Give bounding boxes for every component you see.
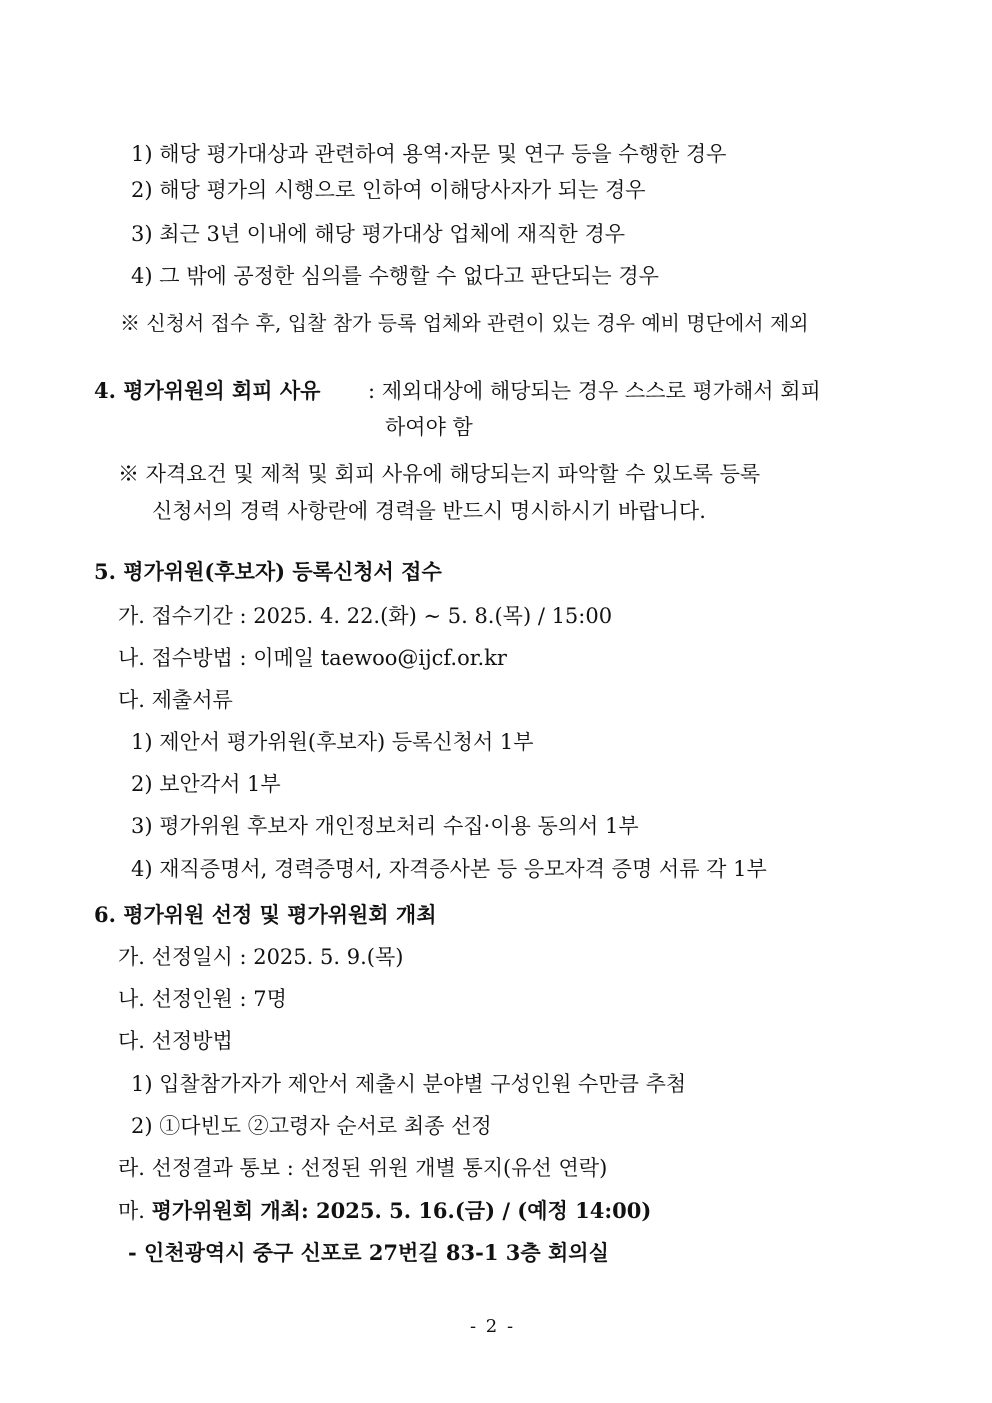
submission-doc-1: 1) 제안서 평가위원(후보자) 등록신청서 1부: [131, 730, 534, 754]
selection-method-heading: 다. 선정방법: [118, 1029, 233, 1053]
exclusion-note: ※ 신청서 접수 후, 입찰 참가 등록 업체와 관련이 있는 경우 예비 명단에서 제외: [120, 311, 809, 335]
exclusion-item-1: 1) 해당 평가대상과 관련하여 용역·자문 및 연구 등을 수행한 경우: [131, 142, 727, 166]
section-5-heading: 5. 평가위원(후보자) 등록신청서 접수: [94, 559, 442, 584]
section-4-note-line2: 신청서의 경력 사항란에 경력을 반드시 명시하시기 바랍니다.: [152, 499, 706, 523]
selection-method-1: 1) 입찰참가자가 제안서 제출시 분야별 구성인원 수만큼 추첨: [131, 1072, 687, 1096]
page-number: - 2 -: [470, 1316, 516, 1337]
selection-result-notice: 라. 선정결과 통보 : 선정된 위원 개별 통지(유선 연락): [118, 1156, 608, 1180]
section-4-desc-line2: 하여야 함: [385, 415, 473, 439]
section-6-heading: 6. 평가위원 선정 및 평가위원회 개최: [94, 902, 437, 927]
submission-doc-2: 2) 보안각서 1부: [131, 772, 281, 796]
reception-period: 가. 접수기간 : 2025. 4. 22.(화) ∼ 5. 8.(목) / 15:00: [118, 604, 613, 628]
submission-doc-4: 4) 재직증명서, 경력증명서, 자격증사본 등 응모자격 증명 서류 각 1부: [131, 857, 767, 881]
section-4-heading: 4. 평가위원의 회피 사유: [94, 378, 321, 403]
section-4-desc-line1: : 제외대상에 해당되는 경우 스스로 평가해서 회피: [368, 379, 821, 403]
committee-meeting: [118, 1197, 651, 1225]
exclusion-item-4: 4) 그 밖에 공정한 심의를 수행할 수 없다고 판단되는 경우: [131, 264, 659, 288]
committee-meeting-text: 평가위원회 개최: 2025. 5. 16.(금) / (예정 14:00): [151, 1198, 652, 1223]
exclusion-item-2: 2) 해당 평가의 시행으로 인하여 이해당사자가 되는 경우: [131, 178, 646, 202]
selection-method-2: 2) ①다빈도 ②고령자 순서로 최종 선정: [131, 1114, 492, 1138]
selection-count: 나. 선정인원 : 7명: [118, 987, 287, 1011]
submission-docs-heading: 다. 제출서류: [118, 688, 233, 712]
submission-doc-3: 3) 평가위원 후보자 개인정보처리 수집·이용 동의서 1부: [131, 814, 639, 838]
committee-meeting-prefix: 마.: [118, 1199, 152, 1223]
selection-date: 가. 선정일시 : 2025. 5. 9.(목): [118, 945, 404, 969]
exclusion-item-3: 3) 최근 3년 이내에 해당 평가대상 업체에 재직한 경우: [131, 222, 626, 246]
meeting-location: - 인천광역시 중구 신포로 27번길 83-1 3층 회의실: [128, 1240, 609, 1265]
section-4-note-line1: ※ 자격요건 및 제척 및 회피 사유에 해당되는지 파악할 수 있도록 등록: [118, 462, 761, 486]
reception-method: 나. 접수방법 : 이메일 taewoo@ijcf.or.kr: [118, 646, 507, 670]
